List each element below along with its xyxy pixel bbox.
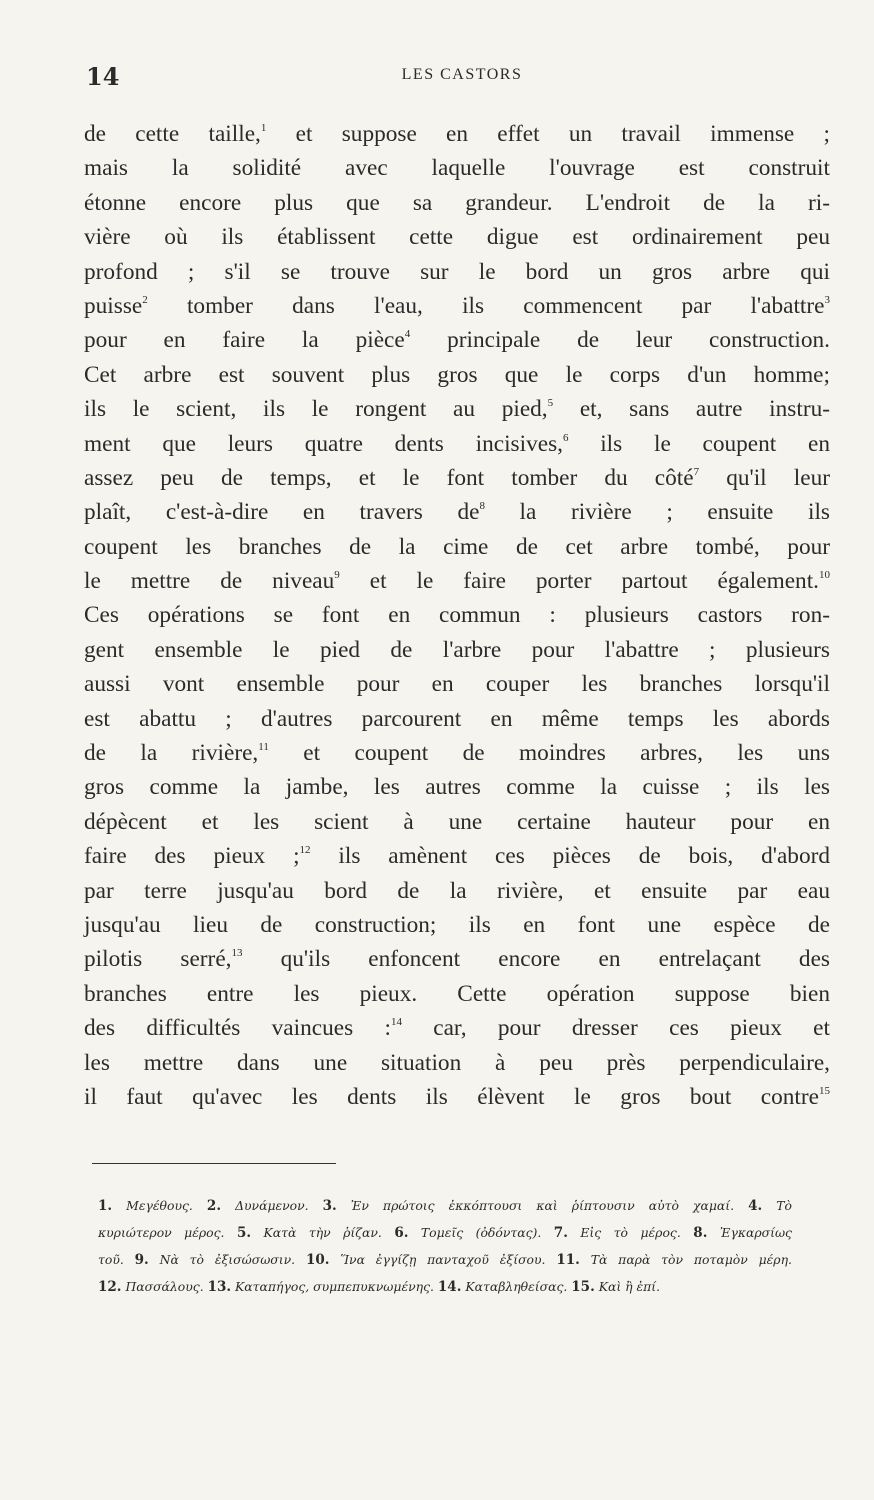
- text-segment: jusqu'au lieu de construction; ils en font une espèce de: [84, 911, 830, 938]
- text-line: [84, 874, 830, 908]
- text-segment: des difficultés vaincues :: [84, 1015, 391, 1042]
- text-line: [84, 358, 830, 392]
- text-segment: ils le scient, ils le rongent au pied,: [84, 396, 548, 423]
- text-segment: puisse: [84, 292, 143, 319]
- text-segment: gent ensemble le pied de l'arbre pour l'abattre ; plusieurs: [84, 636, 830, 663]
- footnote-text: Νὰ τὸ ἐξισώσωσιν.: [159, 1252, 296, 1267]
- text-segment: de cette taille,: [84, 121, 261, 147]
- text-segment: profond ; s'il se trouve sur le bord un gros arbre qui: [84, 258, 830, 285]
- text-segment: et le faire porter partout également.: [339, 568, 819, 595]
- text-line: [84, 770, 830, 804]
- text-segment: le mettre de niveau: [84, 568, 335, 595]
- footnote-text: Τὸ: [776, 1198, 792, 1213]
- footnote-marker: 2: [142, 293, 148, 306]
- text-segment: gros comme la jambe, les autres comme la cuisse ; ils les: [84, 774, 830, 801]
- text-segment: et coupent de moindres arbres, les uns: [268, 740, 830, 767]
- footnote-line: [98, 1246, 792, 1273]
- footnote-number: 15.: [571, 1279, 595, 1295]
- footnotes: [98, 1192, 792, 1300]
- text-line: [84, 495, 830, 529]
- footnote-marker: 13: [231, 947, 243, 960]
- text-line: [84, 289, 830, 323]
- text-line: [84, 564, 830, 598]
- footnote-marker: 10: [819, 569, 830, 582]
- text-line: [84, 186, 830, 220]
- footnote-number: 13.: [207, 1279, 232, 1295]
- text-segment: et, sans autre instru-: [553, 396, 830, 423]
- text-line: [84, 323, 830, 357]
- footnote-text: κυριώτερον μέρος.: [98, 1225, 225, 1240]
- footnote-text: Εἰς τὸ μέρος.: [580, 1225, 681, 1240]
- body-text: [84, 117, 830, 1114]
- text-line: [84, 255, 830, 289]
- text-line: [84, 427, 830, 461]
- text-line: [84, 942, 830, 976]
- text-line: [84, 461, 830, 495]
- text-line: [84, 1011, 830, 1045]
- footnote-number: 4.: [748, 1198, 763, 1214]
- footnote-marker: 3: [824, 293, 830, 306]
- page-number: 14: [86, 62, 120, 91]
- footnote-number: 3.: [322, 1198, 337, 1214]
- footnote-marker: 7: [693, 465, 700, 478]
- text-segment: est abattu ; d'autres parcourent en même temps les abords: [84, 705, 830, 732]
- footnote-text: Δυνάμενον.: [235, 1198, 309, 1213]
- text-line: [84, 667, 830, 701]
- footnote-marker: 4: [404, 328, 411, 341]
- text-segment: aussi vont ensemble pour en couper les branches lorsqu'il: [84, 671, 830, 698]
- text-segment: tomber dans l'eau, ils commencent par l'abattre: [147, 292, 825, 319]
- footnote-rule: [92, 1163, 336, 1164]
- footnote-marker: 5: [547, 397, 554, 410]
- footnote-line: [98, 1192, 792, 1219]
- text-line: [84, 839, 830, 873]
- footnote-number: 2.: [206, 1198, 222, 1214]
- text-segment: Cet arbre est souvent plus gros que le corps d'un homme;: [84, 361, 830, 388]
- footnote-number: 10.: [305, 1252, 330, 1268]
- text-line: [84, 702, 830, 736]
- footnote-marker: 12: [299, 844, 311, 857]
- footnote-text: τοῦ.: [98, 1252, 124, 1267]
- text-line: [84, 633, 830, 667]
- text-line: [84, 220, 830, 254]
- text-segment: car, pour dresser ces pieux et: [401, 1015, 830, 1042]
- footnote-text: Τομεῖς (ὀδόντας).: [420, 1225, 542, 1240]
- footnote-marker: 8: [479, 500, 485, 513]
- text-segment: branches entre les pieux. Cette opération suppose bien: [84, 980, 830, 1007]
- footnote-number: 9.: [134, 1252, 149, 1268]
- footnote-text: Ἐν πρώτοις ἐκκόπτουσι καὶ ῥίπτουσιν αὐτὸ χαμαί.: [350, 1198, 735, 1213]
- running-title: LES CASTORS: [401, 66, 523, 83]
- text-line: [84, 1080, 830, 1114]
- text-line: [84, 151, 830, 185]
- footnote-number: 5.: [236, 1225, 252, 1241]
- text-segment: principale de leur construction.: [410, 327, 830, 354]
- text-segment: de la rivière,: [84, 740, 259, 767]
- text-segment: étonne encore plus que sa grandeur. L'endroit de la ri-: [84, 189, 830, 216]
- footnote-text: Ἵνα ἐγγίζῃ πανταχοῦ ἐξίσου.: [340, 1252, 546, 1267]
- text-line: [84, 1046, 830, 1080]
- footnote-number: 7.: [553, 1225, 568, 1241]
- footnote-number: 12.: [98, 1279, 122, 1295]
- footnote-line: [98, 1273, 792, 1300]
- text-segment: la rivière ; ensuite ils: [484, 499, 830, 526]
- text-segment: faire des pieux ;: [84, 843, 300, 870]
- footnote-text: Ἐγκαρσίως: [719, 1225, 792, 1240]
- text-segment: ils amènent ces pièces de bois, d'abord: [310, 843, 830, 870]
- footnote-marker: 1: [260, 122, 267, 134]
- text-segment: ils le coupent en: [568, 430, 830, 457]
- footnote-marker: 14: [390, 1016, 402, 1029]
- footnote-marker: 9: [334, 569, 340, 582]
- text-segment: plaît, c'est-à-dire en travers de: [84, 499, 480, 526]
- text-segment: par terre jusqu'au bord de la rivière, et ensuite par eau: [84, 877, 830, 904]
- text-segment: qu'il leur: [699, 464, 830, 491]
- text-segment: pilotis serré,: [84, 946, 232, 973]
- footnote-number: 6.: [394, 1225, 409, 1241]
- text-line: [84, 908, 830, 942]
- text-line: [84, 598, 830, 632]
- text-segment: qu'ils enfoncent encore en entrelaçant des: [242, 946, 830, 973]
- text-segment: assez peu de temps, et le font tomber du côté: [84, 464, 694, 491]
- text-segment: coupent les branches de la cime de cet arbre tombé, pour: [84, 533, 830, 560]
- footnote-number: 14.: [437, 1279, 462, 1295]
- text-segment: les mettre dans une situation à peu près perpendiculaire,: [84, 1049, 830, 1076]
- footnote-text: Μεγέθους.: [126, 1198, 193, 1213]
- text-segment: et suppose en effet un travail immense ;: [266, 121, 830, 147]
- footnote-text: Καὶ ἢ ἐπί.: [598, 1279, 661, 1294]
- text-line: [84, 805, 830, 839]
- text-segment: mais la solidité avec laquelle l'ouvrage est construit: [84, 155, 830, 182]
- footnote-number: 1.: [98, 1198, 113, 1214]
- footnote-marker: 11: [258, 741, 269, 754]
- text-line: [84, 530, 830, 564]
- footnote-text: Τὰ παρὰ τὸν ποταμὸν μέρη.: [590, 1252, 792, 1267]
- footnote-text: Πασσάλους.: [125, 1279, 204, 1294]
- footnote-text: Καταβληθείσας.: [465, 1279, 568, 1294]
- text-segment: vière où ils établissent cette digue est ordinairement peu: [84, 224, 830, 251]
- text-segment: pour en faire la pièce: [84, 327, 405, 354]
- text-line: [84, 736, 830, 770]
- footnote-line: [98, 1219, 792, 1246]
- footnote-marker: 6: [562, 431, 569, 444]
- page-header: [86, 62, 838, 92]
- text-segment: dépècent et les scient à une certaine hauteur pour en: [84, 808, 830, 835]
- text-segment: Ces opérations se font en commun : plusieurs castors ron-: [84, 602, 830, 629]
- footnote-number: 8.: [693, 1225, 708, 1241]
- text-segment: il faut qu'avec les dents ils élèvent le gros bout contre: [84, 1083, 819, 1110]
- footnote-text: Κατὰ τὴν ῥίζαν.: [263, 1225, 382, 1240]
- footnote-text: Καταπήγος, συμπεπυκνωμένης.: [235, 1279, 434, 1294]
- footnote-number: 11.: [556, 1252, 580, 1268]
- footnote-marker: 15: [819, 1084, 830, 1097]
- text-line: [84, 392, 830, 426]
- text-segment: ment que leurs quatre dents incisives,: [84, 430, 563, 457]
- text-line: [84, 977, 830, 1011]
- text-line: [84, 117, 830, 151]
